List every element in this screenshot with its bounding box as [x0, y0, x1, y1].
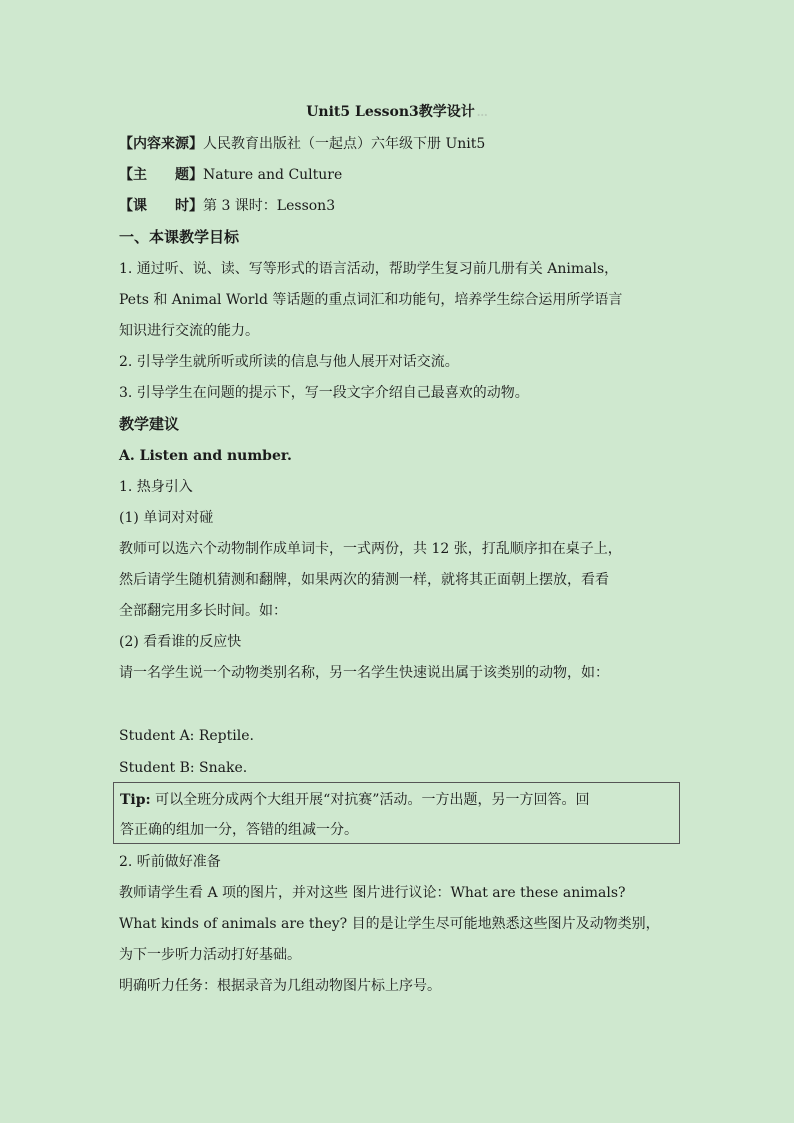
goal-2: 2. 引导学生就所听或所读的信息与他人展开对话交流。 [119, 354, 459, 370]
topic-value: Nature and Culture [203, 167, 343, 183]
topic-label: 【主 题】 [119, 167, 203, 183]
warmup-title: 1. 热身引入 [119, 479, 193, 495]
document-title: Unit5 Lesson3教学设计 … [306, 104, 488, 120]
dots-mark: … [476, 106, 488, 119]
goal-1-line-2: Pets 和 Animal World 等话题的重点词汇和功能句，培养学生综合运用所学语言 [119, 292, 623, 308]
prep-line-1: 教师请学生看 A 项的图片，并对这些 图片进行议论：What are these animals? [119, 885, 626, 901]
game-1-line-1: 教师可以选六个动物制作成单词卡，一式两份，共 12 张，打乱顺序扣在桌子上， [119, 541, 622, 557]
tip-label: Tip: [120, 792, 151, 808]
section-a-title: A. Listen and number. [119, 448, 292, 464]
period-label: 【课 时】 [119, 198, 203, 214]
period-value: 第 3 课时：Lesson3 [203, 198, 336, 214]
game-1-line-2: 然后请学生随机猜测和翻牌，如果两次的猜测一样，就将其正面朝上摆放，看看 [119, 572, 609, 588]
tip-line-2: 答正确的组加一分，答错的组减一分。 [120, 822, 358, 838]
topic-line [119, 165, 679, 185]
game-2-line-1: 请一名学生说一个动物类别名称，另一名学生快速说出属于该类别的动物，如： [119, 665, 609, 681]
prep-line-2: What kinds of animals are they? 目的是让学生尽可能地熟悉这些图片及动物类别， [119, 916, 660, 932]
goal-3: 3. 引导学生在问题的提示下，写一段文字介绍自己最喜欢的动物。 [119, 385, 529, 401]
source-label: 【内容来源】 [119, 136, 203, 152]
prep-line-3: 为下一步听力活动打好基础。 [119, 947, 301, 963]
source-value: 人民教育出版社（一起点）六年级下册 Unit5 [203, 136, 486, 152]
game-1-line-3: 全部翻完用多长时间。如： [119, 603, 287, 619]
period-line [119, 196, 679, 216]
student-a-line: Student A: Reptile. [119, 728, 254, 744]
student-b-line: Student B: Snake. [119, 760, 248, 776]
game-2-title: (2) 看看谁的反应快 [119, 634, 242, 650]
tip-line-1 [120, 790, 589, 810]
goal-1-line-1: 1. 通过听、说、读、写等形式的语言活动，帮助学生复习前几册有关 Animals， [119, 261, 619, 277]
goals-heading: 一、本课教学目标 [119, 228, 240, 246]
suggestions-heading: 教学建议 [119, 415, 180, 433]
task-line: 明确听力任务：根据录音为几组动物图片标上序号。 [119, 978, 441, 994]
tip-box [113, 782, 680, 844]
game-1-title: (1) 单词对对碰 [119, 510, 214, 526]
source-line [119, 134, 679, 154]
tip-text-1: 可以全班分成两个大组开展“对抗赛”活动。一方出题，另一方回答。回 [150, 792, 590, 808]
goal-1-line-3: 知识进行交流的能力。 [119, 323, 259, 339]
prep-title: 2. 听前做好准备 [119, 854, 221, 870]
